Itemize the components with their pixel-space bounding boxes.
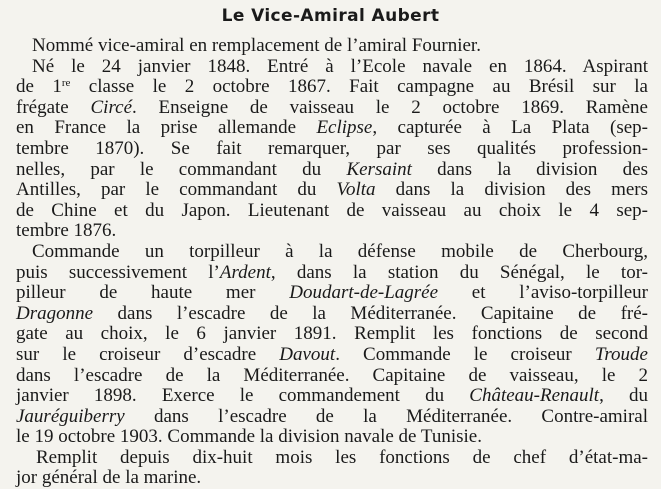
text-run: tembre 1870). Se fait remarquer, par ses qualités profession- — [16, 137, 648, 159]
text-run: puis successivement l’ — [16, 261, 220, 283]
ship-name: Troude — [594, 343, 648, 365]
text-line — [16, 386, 648, 407]
text-run: dans la division des mers — [375, 179, 648, 201]
text-run: frégate — [16, 96, 91, 118]
text-line — [16, 160, 648, 181]
text-run: pilleur de haute mer — [16, 282, 290, 304]
text-line — [16, 448, 648, 469]
text-run: , dans la station du Sénégal, le tor- — [270, 261, 648, 283]
text-run: en France la prise allemande — [16, 117, 317, 139]
text-run: de 1 — [16, 76, 62, 98]
ship-name: Volta — [336, 179, 376, 201]
text-run: Antilles, par le commandant du — [16, 179, 337, 201]
text-run: . Enseigne de vaisseau le 2 octobre 1869. Ramène — [132, 96, 648, 118]
text-line — [16, 77, 648, 98]
text-run: , capturée à La Plata (sep- — [372, 117, 648, 139]
text-run: dans la division des — [411, 158, 648, 180]
document-title: Le Vice-Amiral Aubert — [221, 6, 440, 26]
text-run: sur le croiseur d’escadre — [16, 343, 280, 365]
text-line — [16, 201, 648, 222]
text-line — [16, 468, 648, 489]
text-run: dans l’escadre de la Méditerranée. Capitaine de vaisseau, le 2 — [16, 364, 648, 386]
text-line — [16, 98, 648, 119]
text-line — [16, 57, 648, 78]
ship-name: Davout — [279, 343, 336, 365]
text-run: dans l’escadre de la Méditerranée. Contre-amiral — [124, 405, 648, 427]
text-line — [16, 242, 648, 263]
text-run: et l’aviso-torpilleur — [438, 282, 648, 304]
text-run: Nommé vice-amiral en remplacement de l’amiral Fournier. — [32, 35, 481, 56]
text-line — [16, 345, 648, 366]
text-line — [16, 263, 648, 284]
text-line — [16, 283, 648, 304]
text-run: Commande un torpilleur à la défense mobile de Cherbourg, — [32, 240, 648, 262]
text-run: Remplit depuis dix-huit mois les fonctions de chef d’état-ma- — [36, 446, 648, 468]
ship-name: Dragonne — [16, 302, 94, 324]
text-line — [16, 427, 648, 448]
text-run: tembre 1876. — [16, 220, 117, 242]
text-line — [16, 324, 648, 345]
text-line — [16, 304, 648, 325]
text-run: Né le 24 janvier 1848. Entré à l’Ecole navale en 1864. Aspirant — [32, 55, 648, 77]
text-line — [16, 366, 648, 387]
text-line — [16, 180, 648, 201]
text-run: gate au choix, le 6 janvier 1891. Remplit les fonctions de second — [16, 323, 648, 345]
text-run: janvier 1898. Exerce le commandement du — [16, 385, 470, 407]
text-run: . Commande le croiseur — [335, 343, 595, 365]
ship-name: Eclipse — [316, 117, 373, 139]
text-run: classe le 2 octobre 1867. Fait campagne au Brésil sur la — [70, 76, 648, 98]
text-line — [16, 139, 648, 160]
text-line — [16, 221, 648, 242]
text-line — [16, 407, 648, 428]
ship-name: Kersaint — [346, 158, 412, 180]
text-run: dans l’escadre de la Méditerranée. Capitaine de fré- — [93, 302, 648, 324]
ship-name: Ardent — [219, 261, 271, 283]
ship-name: Circé — [90, 96, 133, 118]
text-run: le 19 octobre 1903. Commande la division navale de Tunisie. — [16, 426, 482, 448]
text-run: , du — [599, 385, 649, 407]
document-body — [16, 36, 648, 489]
ship-name: Jauréguiberry — [16, 405, 125, 427]
text-run: nelles, par le commandant du — [16, 158, 347, 180]
text-line — [16, 118, 648, 139]
text-run: jor général de la marine. — [16, 467, 202, 489]
ship-name: Château-Renault — [469, 385, 600, 407]
ship-name: Doudart-de-Lagrée — [289, 282, 439, 304]
superscript: re — [61, 77, 71, 90]
text-line — [16, 36, 648, 57]
text-run: de Chine et du Japon. Lieutenant de vaisseau au choix le 4 sep- — [16, 199, 648, 221]
